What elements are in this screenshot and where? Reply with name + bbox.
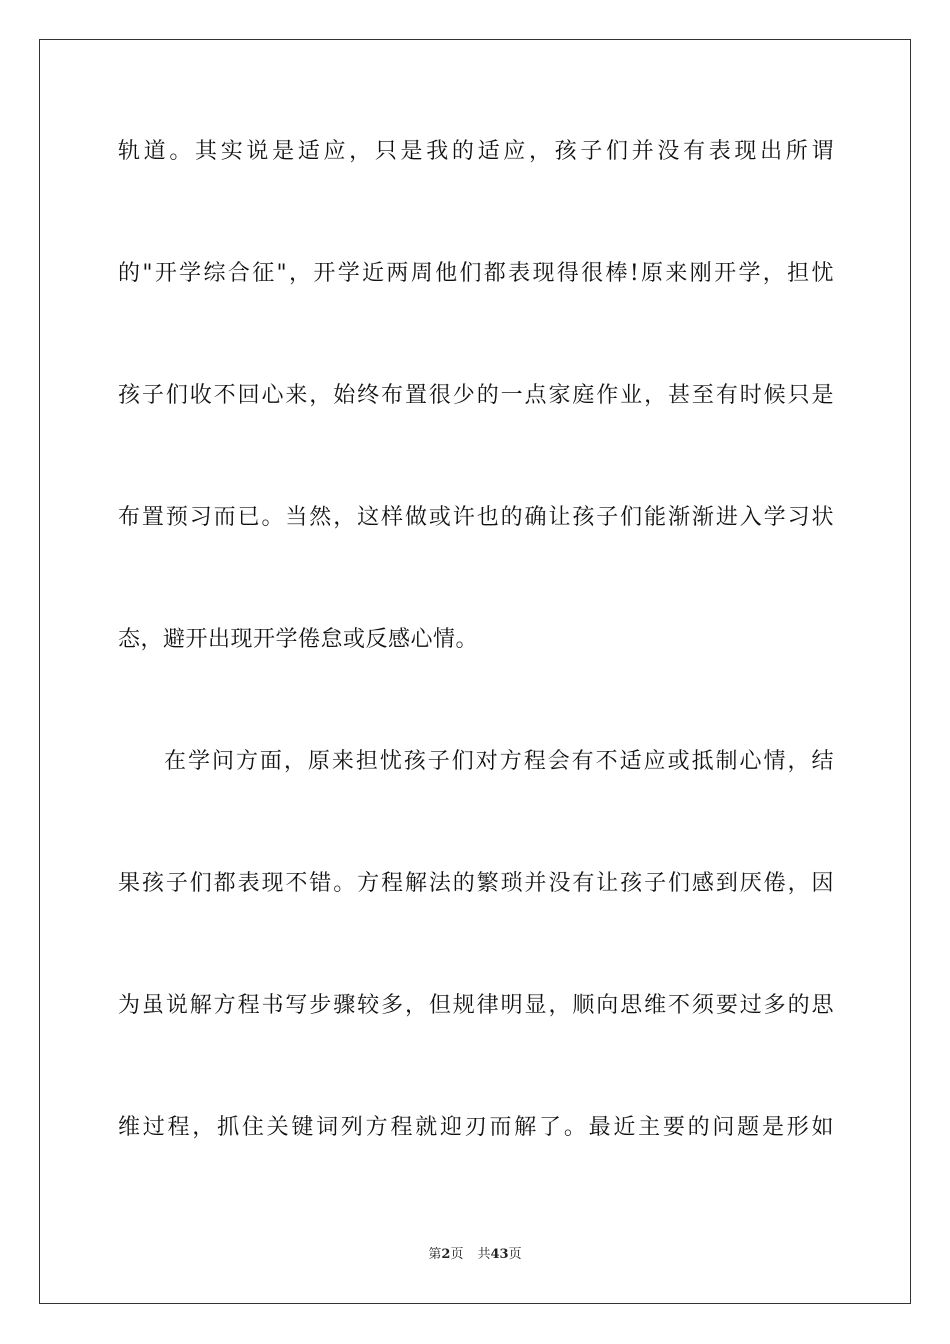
body-line-2: 的"开学综合征"，开学近两周他们都表现得很棒!原来刚开学，担忧 — [118, 261, 834, 286]
total-pages: 43 — [490, 1247, 509, 1262]
page-footer — [0, 1245, 950, 1265]
body-line-9: 维过程，抓住关键词列方程就迎刃而解了。最近主要的问题是形如 — [118, 1115, 834, 1140]
body-line-5: 态，避开出现开学倦怠或反感心情。 — [118, 627, 479, 652]
page-suffix: 页 — [450, 1247, 464, 1262]
body-line-4: 布置预习而已。当然，这样做或许也的确让孩子们能渐渐进入学习状 — [118, 505, 834, 530]
page-prefix: 第 — [428, 1247, 442, 1262]
body-line-6: 在学问方面，原来担忧孩子们对方程会有不适应或抵制心情，结 — [164, 749, 834, 774]
page-number: 2 — [441, 1247, 451, 1262]
body-line-1: 轨道。其实说是适应，只是我的适应，孩子们并没有表现出所谓 — [118, 139, 834, 164]
body-line-7: 果孩子们都表现不错。方程解法的繁琐并没有让孩子们感到厌倦，因 — [118, 871, 834, 896]
body-line-8: 为虽说解方程书写步骤较多，但规律明显，顺向思维不须要过多的思 — [118, 993, 834, 1018]
total-prefix: 共 — [477, 1247, 491, 1262]
total-suffix: 页 — [508, 1247, 522, 1262]
body-line-3: 孩子们收不回心来，始终布置很少的一点家庭作业，甚至有时候只是 — [118, 383, 834, 408]
